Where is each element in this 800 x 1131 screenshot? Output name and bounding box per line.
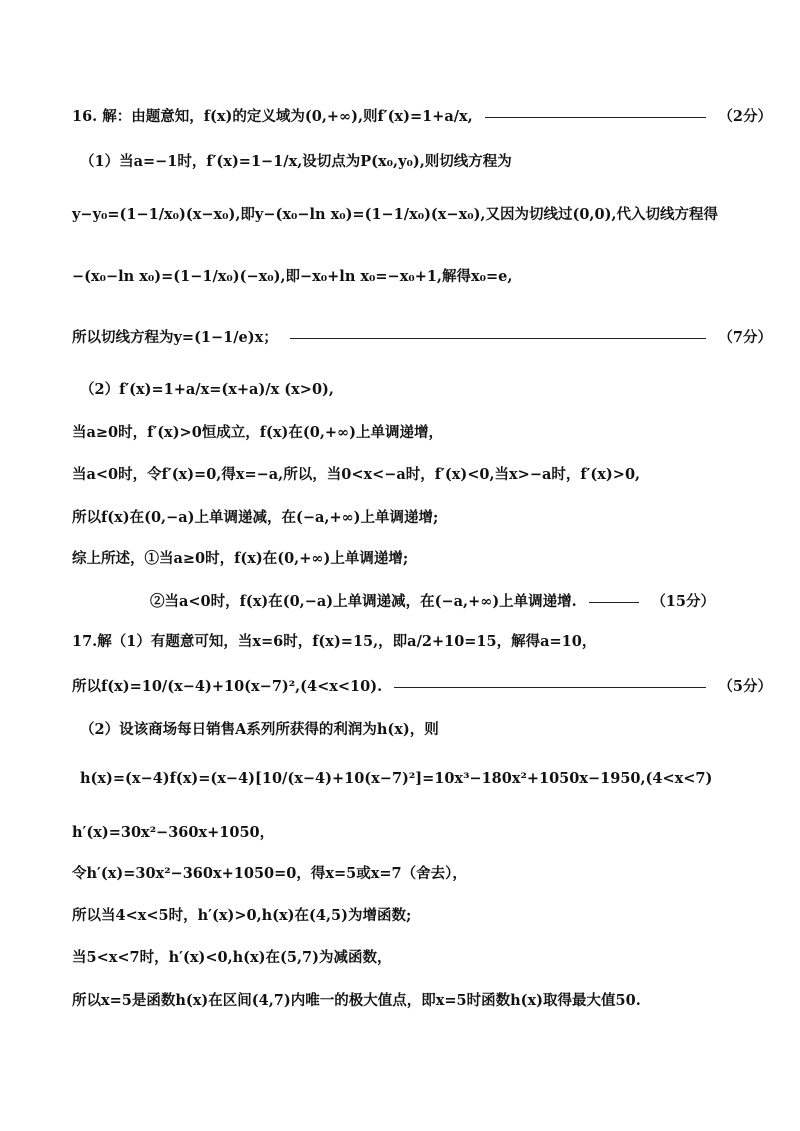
p16-line11 xyxy=(150,592,715,612)
p16-line2: （1）当a=−1时，f′(x)=1−1/x,设切点为P(x₀,y₀),则切线方程为 xyxy=(80,153,512,170)
p17-line1: 17.解（1）有题意可知，当x=6时，f(x)=15,，即a/2+10=15，解得a=10， xyxy=(72,633,597,650)
dash-leader xyxy=(290,338,707,339)
p16-line7: 当a≥0时，f′(x)>0恒成立，f(x)在(0,+∞)上单调递增， xyxy=(72,424,443,441)
p16-score-15: （15分） xyxy=(651,593,715,610)
p17-line4: h(x)=(x−4)f(x)=(x−4)[10/(x−4)+10(x−7)²]=10x³−180x²+1050x−1950,(4<x<7) xyxy=(80,770,713,787)
p16-line1 xyxy=(72,107,772,127)
p16-score-7: （7分） xyxy=(718,329,772,346)
p17-line3: （2）设该商场每日销售A系列所获得的利润为h(x)，则 xyxy=(80,721,439,738)
p16-line8: 当a<0时，令f′(x)=0,得x=−a,所以，当0<x<−a时，f′(x)<0,当x>−a时，f′(x)>0, xyxy=(72,466,641,483)
p17-line9: 所以x=5是函数h(x)在区间(4,7)内唯一的极大值点，即x=5时函数h(x)取得最大值50. xyxy=(72,992,641,1009)
dash-leader xyxy=(394,687,706,688)
p16-line10: 综上所述，①当a≥0时，f(x)在(0,+∞)上单调递增; xyxy=(72,550,409,567)
p16-score-2: （2分） xyxy=(718,108,772,125)
p16-line9: 所以f(x)在(0,−a)上单调递减，在(−a,+∞)上单调递增; xyxy=(72,509,439,526)
p17-line6: 令h′(x)=30x²−360x+1050=0，得x=5或x=7（舍去）， xyxy=(72,865,467,882)
p17-line8: 当5<x<7时，h′(x)<0,h(x)在(5,7)为减函数， xyxy=(72,949,392,966)
p17-line2 xyxy=(72,677,772,697)
p17-line5: h′(x)=30x²−360x+1050， xyxy=(72,824,275,841)
p16-line6: （2）f′(x)=1+a/x=(x+a)/x (x>0), xyxy=(80,381,334,398)
dash-leader xyxy=(485,117,707,118)
p16-line11-text: ②当a<0时，f(x)在(0,−a)上单调递减，在(−a,+∞)上单调递增. xyxy=(150,593,577,610)
p16-line5 xyxy=(72,328,772,348)
p16-line4: −(x₀−ln x₀)=(1−1/x₀)(−x₀),即−x₀+ln x₀=−x₀+1,解得x₀=e, xyxy=(72,268,513,285)
p16-line1-text: 16. 解：由题意知，f(x)的定义域为(0,+∞),则f′(x)=1+a/x, xyxy=(72,108,473,125)
p16-line3: y−y₀=(1−1/x₀)(x−x₀),即y−(x₀−ln x₀)=(1−1/x₀)(x−x₀),又因为切线过(0,0),代入切线方程得 xyxy=(72,206,718,223)
p17-score-5: （5分） xyxy=(718,678,772,695)
p17-line2-text: 所以f(x)=10/(x−4)+10(x−7)²,(4<x<10). xyxy=(72,678,383,695)
p16-line5-text: 所以切线方程为y=(1−1/e)x； xyxy=(72,329,278,346)
dash-leader xyxy=(589,602,640,603)
p17-line7: 所以当4<x<5时，h′(x)>0,h(x)在(4,5)为增函数; xyxy=(72,907,412,924)
